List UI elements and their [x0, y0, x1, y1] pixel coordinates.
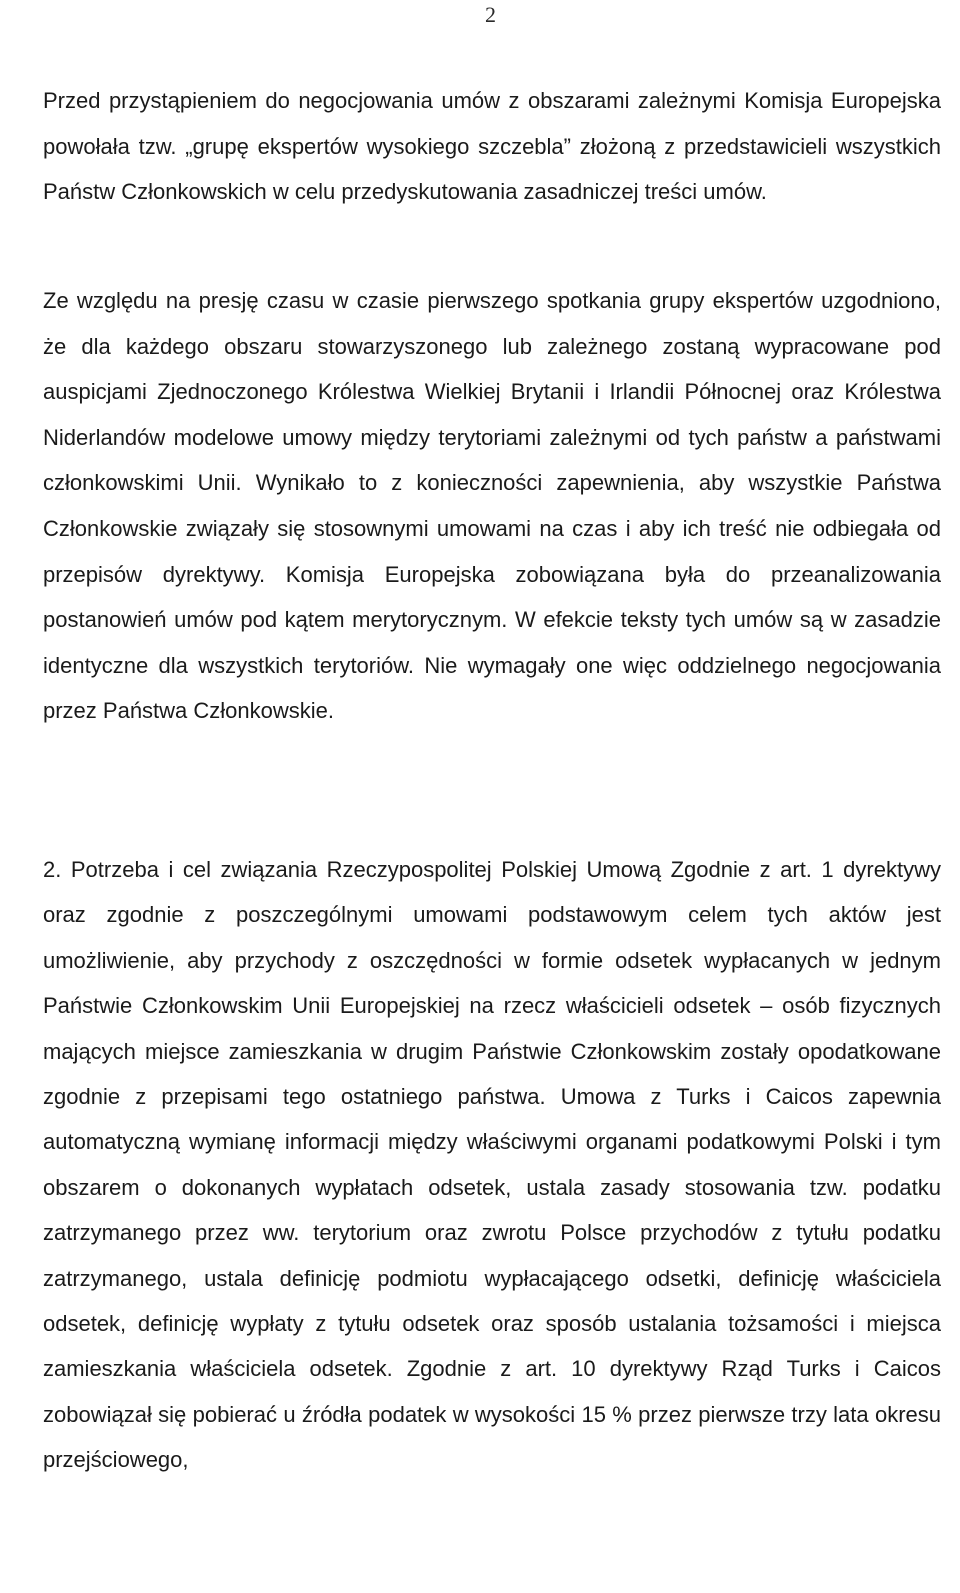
section-2-paragraph: [43, 847, 941, 1483]
paragraph-expert-group: Ze względu na presję czasu w czasie pierwszego spotkania grupy ekspertów uzgodniono, że dla każdego obszaru stowarzyszonego lub zależnego zostaną wypracowane pod auspicjami Zjednoczonego Królestwa Wielkiej Brytanii i Irlandii Północnej oraz Królestwa Niderlandów modelowe umowy między terytoriami zależnymi od tych państw a państwami członkowskimi Unii. Wynikało to z konieczności zapewnienia, aby wszystkie Państwa Członkowskie związały się stosownymi umowami na czas i aby ich treść nie odbiegała od przepisów dyrektywy. Komisja Europejska zobowiązana była do przeanalizowania postanowień umów pod kątem merytorycznym. W efekcie teksty tych umów są w zasadzie identyczne dla wszystkich terytoriów. Nie wymagały one więc oddzielnego negocjowania przez Państwa Członkowskie.: [43, 288, 941, 724]
section-2-text: Potrzeba i cel związania Rzeczypospolitej Polskiej Umową Zgodnie z art. 1 dyrektywy oraz zgodnie z poszczególnymi umowami podstawowym celem tych aktów jest umożliwienie, aby przychody z oszczędności w formie odsetek wypłacanych w jednym Państwie Członkowskim Unii Europejskiej na rzecz właścicieli odsetek – osób fizycznych mających miejsce zamieszkania w drugim Państwie Członkowskim zostały opodatkowane zgodnie z przepisami tego ostatniego państwa. Umowa z Turks i Caicos zapewnia automatyczną wymianę informacji między właściwymi organami podatkowymi Polski i tym obszarem o dokonanych wypłatach odsetek, ustala zasady stosowania tzw. podatku zatrzymanego przez ww. terytorium oraz zwrotu Polsce przychodów z tytułu podatku zatrzymanego, ustala definicję podmiotu wypłacającego odsetki, definicję właściciela odsetek, definicję wypłaty z tytułu odsetek oraz sposób ustalania tożsamości i miejsca zamieszkania właściciela odsetek. Zgodnie z art. 10 dyrektywy Rząd Turks i Caicos zobowiązał się pobierać u źródła podatek w wysokości 15 % przez pierwsze trzy lata okresu przejściowego,: [43, 857, 941, 1473]
paragraph-intro: Przed przystąpieniem do negocjowania umów z obszarami zależnymi Komisja Europejska powołała tzw. „grupę ekspertów wysokiego szczebla” złożoną z przedstawicieli wszystkich Państw Członkowskich w celu przedyskutowania zasadniczej treści umów.: [43, 88, 941, 204]
section-number: 2.: [43, 857, 62, 882]
page-number: 2: [485, 2, 496, 27]
